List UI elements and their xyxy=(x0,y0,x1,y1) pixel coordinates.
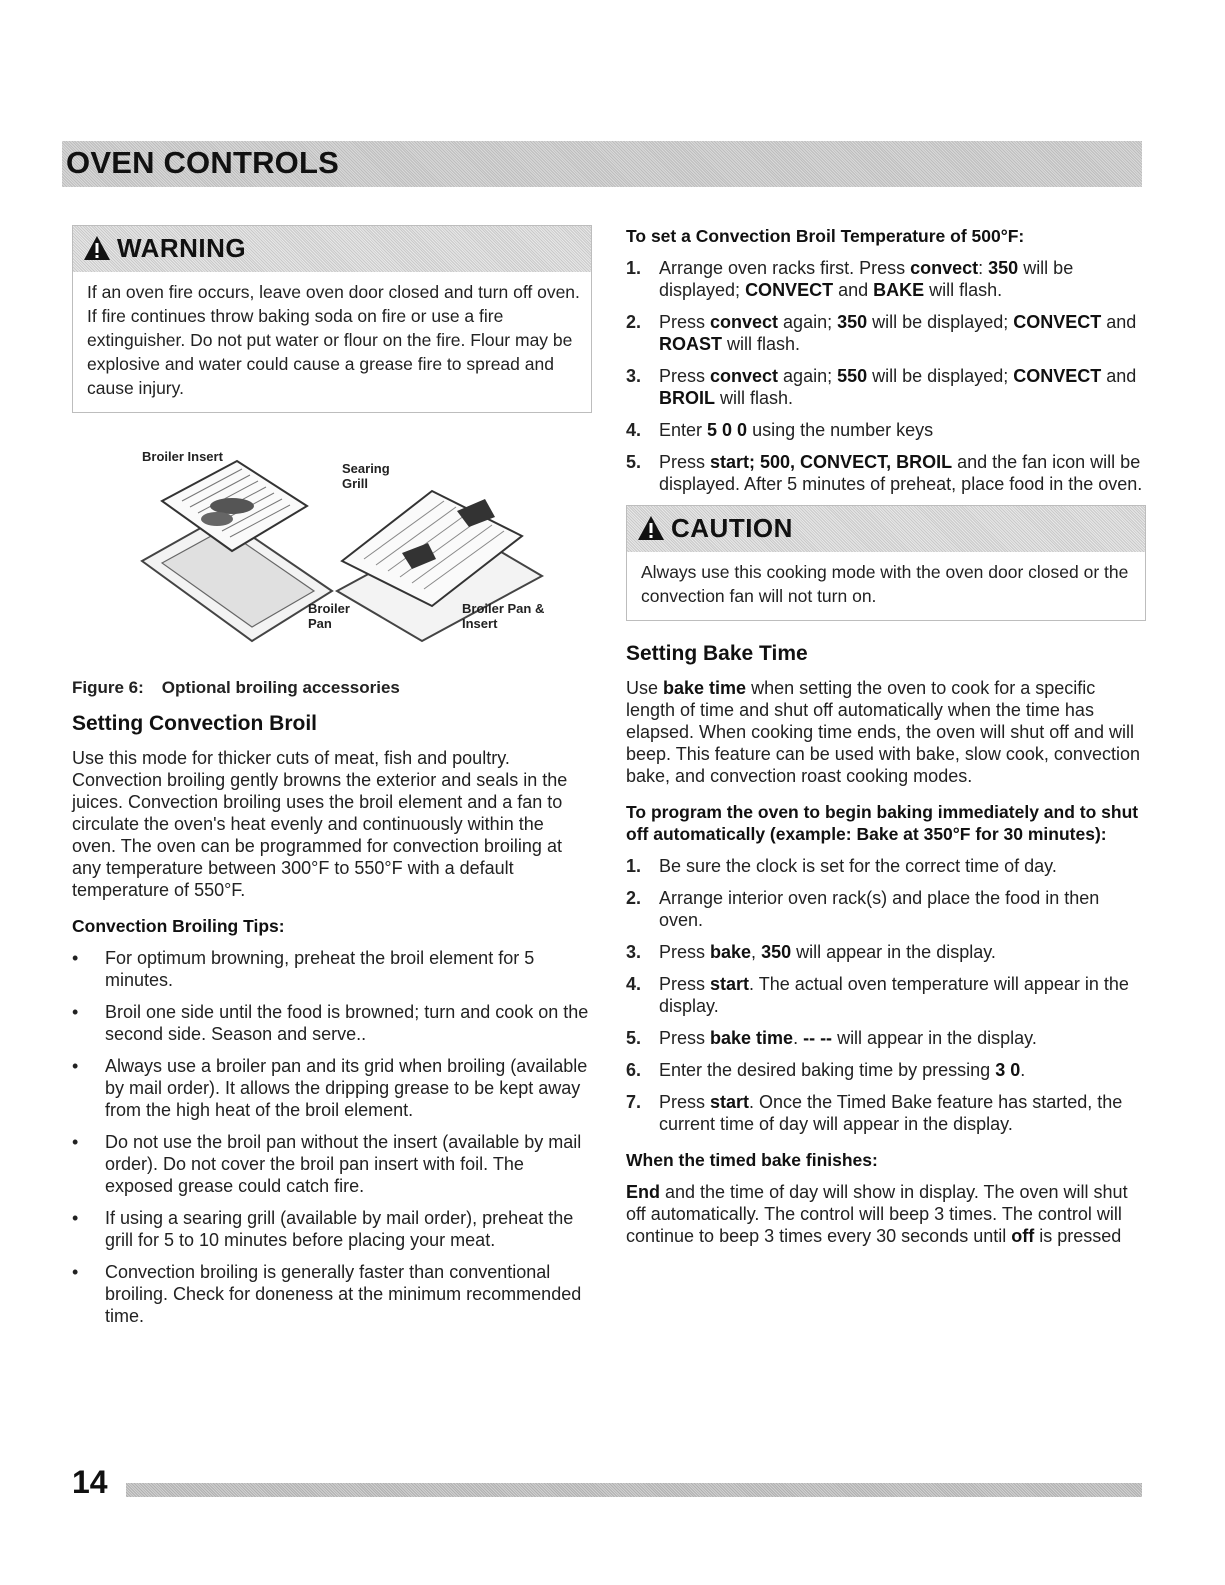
text-run: and the fan icon will be displayed. After 5 minutes of preheat, place food in the oven. xyxy=(659,452,1143,494)
bold-text: start xyxy=(710,1092,750,1112)
text-run: , xyxy=(751,942,762,962)
bold-text: BROIL xyxy=(659,388,715,408)
text-run: will be displayed; xyxy=(659,258,1074,300)
text-run: Press xyxy=(659,1028,711,1048)
bold-text: CONVECT xyxy=(745,280,834,300)
text-run: will be displayed; xyxy=(867,366,1014,386)
label-broiler-pan-insert: Broiler Pan & Insert xyxy=(462,601,545,631)
label-broiler-pan: Broiler Pan xyxy=(308,601,350,631)
text-run: and xyxy=(1101,366,1137,386)
bold-text: bake time xyxy=(663,678,747,698)
bold-text: 5 0 0 xyxy=(707,420,748,440)
text-run: will flash. xyxy=(924,280,1003,300)
bold-text: 550 xyxy=(837,366,868,386)
right-column xyxy=(626,225,1146,1247)
step-number: 2. xyxy=(626,888,642,908)
convection-broil-steps xyxy=(626,257,1146,495)
text-run: and xyxy=(1101,312,1137,332)
bold-text: bake xyxy=(710,942,752,962)
step-number: 1. xyxy=(626,258,642,278)
bold-text: ROAST xyxy=(659,334,722,354)
bold-text: End xyxy=(626,1182,660,1202)
text-run: will appear in the display. xyxy=(832,1028,1037,1048)
text-run: . The actual oven temperature will appear in the display. xyxy=(659,974,1129,1016)
figure-number: Figure 6: xyxy=(72,678,144,697)
text-run: Enter the desired baking time by pressing xyxy=(659,1060,996,1080)
step-number: 3. xyxy=(626,366,642,386)
bake-time-steps xyxy=(626,855,1146,1135)
list-item xyxy=(626,365,1146,409)
bold-text: off xyxy=(1011,1226,1035,1246)
warning-header xyxy=(73,226,591,272)
text-run: will flash. xyxy=(722,334,801,354)
text-run: Use xyxy=(626,678,664,698)
page-title: OVEN CONTROLS xyxy=(66,145,340,180)
text-run: when setting the oven to cook for a specific length of time and shut off automatically when the time has elapsed. When cooking time ends, the oven will shut off and will beep. This feature can be used with bake, slow cook, convection bake, and convection roast cooking modes. xyxy=(626,678,1140,786)
list-item xyxy=(626,1027,1146,1049)
text-run: again; xyxy=(778,366,838,386)
list-item: • If using a searing grill (available by mail order), preheat the grill for 5 to 10 minutes before placing your meat. xyxy=(72,1207,592,1251)
step-number: 7. xyxy=(626,1092,642,1112)
text-run: . xyxy=(1020,1060,1026,1080)
bold-text: start xyxy=(710,974,750,994)
text-run: again; xyxy=(778,312,838,332)
caution-header xyxy=(627,506,1145,552)
bold-text: -- -- xyxy=(803,1028,833,1048)
step-number: 4. xyxy=(626,974,642,994)
list-item xyxy=(626,419,1146,441)
text-run: will be displayed; xyxy=(867,312,1014,332)
text-run: Press xyxy=(659,312,711,332)
bake-time-intro xyxy=(626,677,1146,787)
warning-label: WARNING xyxy=(117,233,247,263)
bold-text: 350 xyxy=(988,258,1019,278)
text-run: Press xyxy=(659,974,711,994)
list-item xyxy=(626,451,1146,495)
caution-box xyxy=(626,505,1146,621)
bold-text: start; 500, CONVECT, BROIL xyxy=(710,452,953,472)
text-run: and xyxy=(833,280,874,300)
convection-broil-steps-heading: To set a Convection Broil Temperature of 500°F: xyxy=(626,226,1025,246)
bold-text: 3 0 xyxy=(995,1060,1021,1080)
convection-tips-list xyxy=(72,947,592,1327)
list-item: • Do not use the broil pan without the insert (available by mail order). Do not cover the broil pan insert with foil. The exposed grease could catch fire. xyxy=(72,1131,592,1197)
list-item xyxy=(626,1059,1146,1081)
step-number: 6. xyxy=(626,1060,642,1080)
text-run: Press xyxy=(659,366,711,386)
bold-text: 350 xyxy=(837,312,868,332)
label-searing-grill: Searing Grill xyxy=(342,461,390,491)
caution-icon xyxy=(637,514,665,542)
program-heading: To program the oven to begin baking immediately and to shut off automatically (example: Bake at 350°F for 30 minutes): xyxy=(626,802,1139,844)
list-item xyxy=(626,887,1146,931)
text-run: Be sure the clock is set for the correct time of day. xyxy=(659,856,1057,876)
text-run: . xyxy=(793,1028,804,1048)
caution-label: CAUTION xyxy=(671,513,793,543)
text-run: Press xyxy=(659,452,711,472)
list-item: • Convection broiling is generally faster than conventional broiling. Check for doneness at the minimum recommended time. xyxy=(72,1261,592,1327)
bold-text: bake time xyxy=(710,1028,794,1048)
bold-text: convect xyxy=(710,312,779,332)
list-item: • Always use a broiler pan and its grid when broiling (available by mail order). It allows the dripping grease to be kept away from the high heat of the broil element. xyxy=(72,1055,592,1121)
bold-text: 350 xyxy=(761,942,792,962)
finish-text xyxy=(626,1181,1146,1247)
step-number: 2. xyxy=(626,312,642,332)
list-item xyxy=(626,973,1146,1017)
list-item xyxy=(626,855,1146,877)
bold-text: convect xyxy=(910,258,979,278)
bold-text: convect xyxy=(710,366,779,386)
list-item: • For optimum browning, preheat the broil element for 5 minutes. xyxy=(72,947,592,991)
step-number: 3. xyxy=(626,942,642,962)
text-run: is pressed xyxy=(1034,1226,1122,1246)
step-number: 1. xyxy=(626,856,642,876)
convection-tips-heading: Convection Broiling Tips: xyxy=(72,916,285,936)
broiling-accessories-figure xyxy=(72,441,592,661)
text-run: and the time of day will show in display. The oven will shut off automatically. The control will beep 3 times. The control will continue to beep 3 times every 30 seconds until xyxy=(626,1182,1128,1246)
text-run: will appear in the display. xyxy=(791,942,996,962)
convection-broil-intro: Use this mode for thicker cuts of meat, fish and poultry. Convection broiling gently browns the exterior and seals in the juices. Convection broiling uses the broil element and a fan to circulate the oven's heat evenly and continuously within the oven. The oven can be programmed for convection broiling at any temperature between 300°F to 550°F with a default temperature of 550°F. xyxy=(72,748,568,900)
page-number: 14 xyxy=(72,1464,108,1500)
text-run: : xyxy=(978,258,989,278)
text-run: . Once the Timed Bake feature has started, the current time of day will appear in the display. xyxy=(659,1092,1123,1134)
list-item: • Broil one side until the food is browned; turn and cook on the second side. Season and serve.. xyxy=(72,1001,592,1045)
list-item xyxy=(626,1091,1146,1135)
warning-icon xyxy=(83,234,111,262)
caution-text: Always use this cooking mode with the oven door closed or the convection fan will not turn on. xyxy=(641,562,1129,606)
text-run: Enter xyxy=(659,420,708,440)
bold-text: BAKE xyxy=(873,280,925,300)
text-run: Press xyxy=(659,942,711,962)
warning-text: If an oven fire occurs, leave oven door closed and turn off oven. If fire continues throw baking soda on fire or use a fire extinguisher. Do not put water or flour on the fire. Flour may be explosive and water could cause a grease fire to spread and cause injury. xyxy=(87,282,580,398)
text-run: Arrange oven racks first. Press xyxy=(659,258,911,278)
convection-broil-heading: Setting Convection Broil xyxy=(72,712,318,735)
step-number: 4. xyxy=(626,420,642,440)
text-run: will flash. xyxy=(715,388,794,408)
list-item xyxy=(626,941,1146,963)
step-number: 5. xyxy=(626,1028,642,1048)
footer-band xyxy=(126,1483,1142,1497)
left-column xyxy=(72,225,592,1337)
finish-heading: When the timed bake finishes: xyxy=(626,1150,878,1170)
figure-caption-text: Optional broiling accessories xyxy=(161,678,400,697)
bold-text: CONVECT xyxy=(1013,366,1102,386)
text-run: Arrange interior oven rack(s) and place the food in then oven. xyxy=(659,888,1100,930)
label-broiler-insert: Broiler Insert xyxy=(142,449,223,464)
step-number: 5. xyxy=(626,452,642,472)
figure-caption xyxy=(72,677,592,699)
list-item xyxy=(626,257,1146,301)
bake-time-heading: Setting Bake Time xyxy=(626,642,808,665)
warning-box xyxy=(72,225,592,413)
text-run: using the number keys xyxy=(747,420,934,440)
text-run: Press xyxy=(659,1092,711,1112)
list-item xyxy=(626,311,1146,355)
bold-text: CONVECT xyxy=(1013,312,1102,332)
